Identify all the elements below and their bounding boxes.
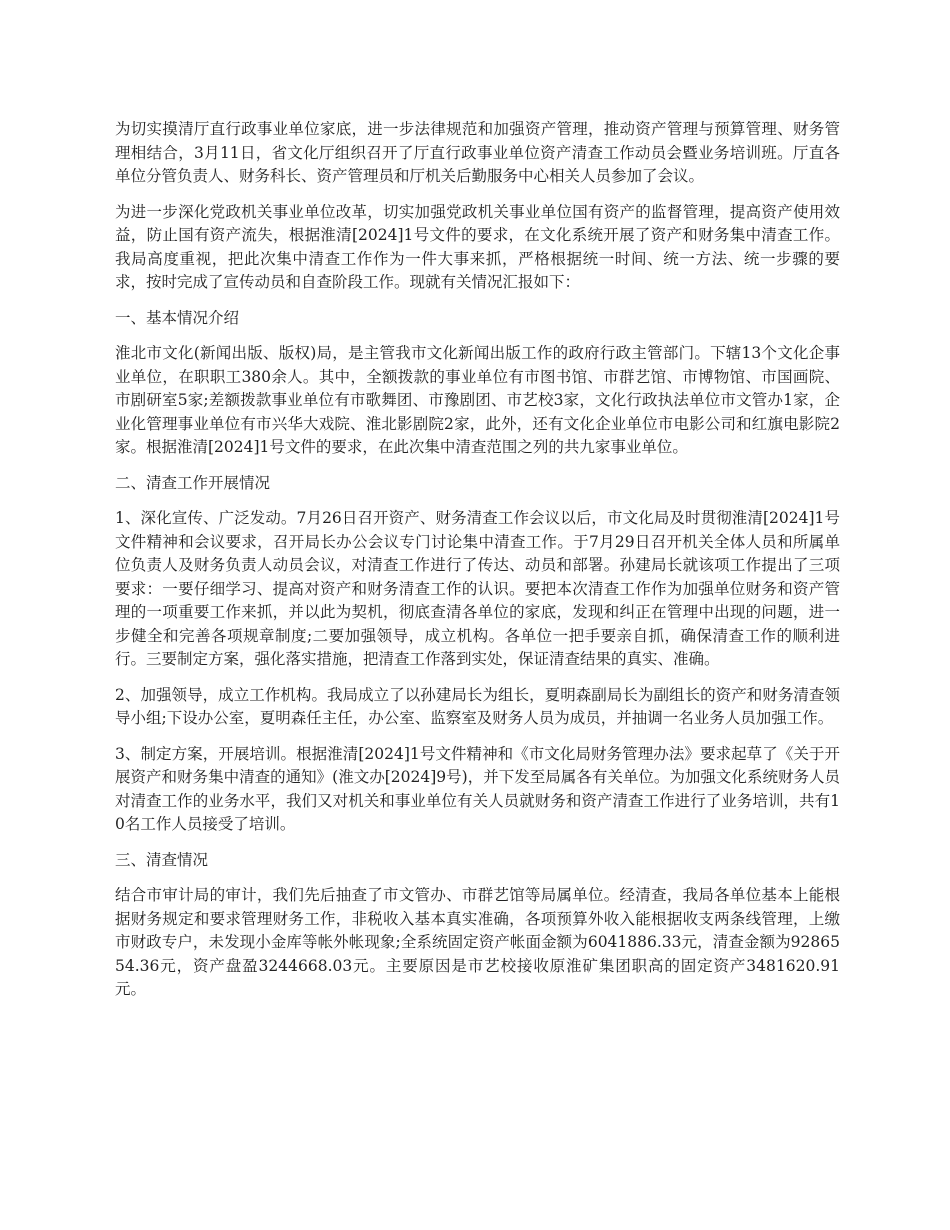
paragraph-publicity: 1、深化宣传、广泛发动。7月26日召开资产、财务清查工作会议以后，市文化局及时贯彻淮清[2024]1号文件精神和会议要求，召开局长办公会议专门讨论集中清查工作。于7月29日召开机关全体人员和所属单位负责人及财务负责人动员会议，对清查工作进行了传达、动员和部署。孙建局长就该项工作提出了三项要求：一要仔细学习、提高对资产和财务清查工作的认识。要把本次清查工作作为加强单位财务和资产管理的一项重要工作来抓，并以此为契机，彻底查清各单位的家底，发现和纠正在管理中出现的问题，进一步健全和完善各项规章制度;二要加强领导，成立机构。各单位一把手要亲自抓，确保清查工作的顺利进行。三要制定方案，强化落实措施，把清查工作落到实处，保证清查结果的真实、准确。 (115, 509, 840, 668)
paragraph-intro: 为切实摸清厅直行政事业单位家底，进一步法律规范和加强资产管理，推动资产管理与预算管理、财务管理相结合，3月11日，省文化厅组织召开了厅直行政事业单位资产清查工作动员会暨业务培训班。厅直各单位分管负责人、财务科长、资产管理员和厅机关后勤服务中心相关人员参加了会议。 (115, 120, 840, 185)
paragraph-background: 为进一步深化党政机关事业单位改革，切实加强党政机关事业单位国有资产的监督管理，提高资产使用效益，防止国有资产流失，根据淮清[2024]1号文件的要求，在文化系统开展了资产和财务集中清查工作。我局高度重视，把此次集中清查工作作为一件大事来抓，严格根据统一时间、统一方法、统一步骤的要求，按时完成了宣传动员和自查阶段工作。现就有关情况汇报如下： (115, 202, 840, 291)
section-heading-inventory: 三、清查情况 (115, 850, 209, 869)
paragraph-inventory-results: 结合市审计局的审计，我们先后抽查了市文管办、市群艺馆等局属单位。经清查，我局各单位基本上能根据财务规定和要求管理财务工作，非税收入基本真实准确，各项预算外收入能根据收支两条线管理，上缴市财政专户，未发现小金库等帐外帐现象;全系统固定资产帐面金额为6041886.33元，清查金额为9286554.36元，资产盘盈3244668.03元。主要原因是市艺校接收原淮矿集团职高的固定资产3481620.91元。 (115, 886, 840, 998)
section-heading-work-progress: 二、清查工作开展情况 (115, 473, 271, 492)
paragraph-basic-info: 淮北市文化(新闻出版、版权)局，是主管我市文化新闻出版工作的政府行政主管部门。下辖13个文化企事业单位，在职职工380余人。其中，全额拨款的事业单位有市图书馆、市群艺馆、市博物馆、市国画院、市剧研室5家;差额拨款事业单位有市歌舞团、市豫剧团、市艺校3家，文化行政执法单位市文管办1家，企业化管理事业单位有市兴华大戏院、淮北影剧院2家，此外，还有文化企业单位市电影公司和红旗电影院2家。根据淮清[2024]1号文件的要求，在此次集中清查范围之列的共九家事业单位。 (115, 344, 840, 456)
paragraph-leadership: 2、加强领导，成立工作机构。我局成立了以孙建局长为组长，夏明森副局长为副组长的资产和财务清查领导小组;下设办公室，夏明森任主任，办公室、监察室及财务人员为成员，并抽调一名业务人员加强工作。 (115, 685, 840, 727)
document-page (115, 118, 840, 1014)
section-heading-basic-info: 一、基本情况介绍 (115, 308, 240, 327)
paragraph-training: 3、制定方案，开展培训。根据淮清[2024]1号文件精神和《市文化局财务管理办法》要求起草了《关于开展资产和财务集中清查的通知》(淮文办[2024]9号)，并下发至局属各有关单位。为加强文化系统财务人员对清查工作的业务水平，我们又对机关和事业单位有关人员就财务和资产清查工作进行了业务培训，共有10名工作人员接受了培训。 (115, 744, 840, 833)
